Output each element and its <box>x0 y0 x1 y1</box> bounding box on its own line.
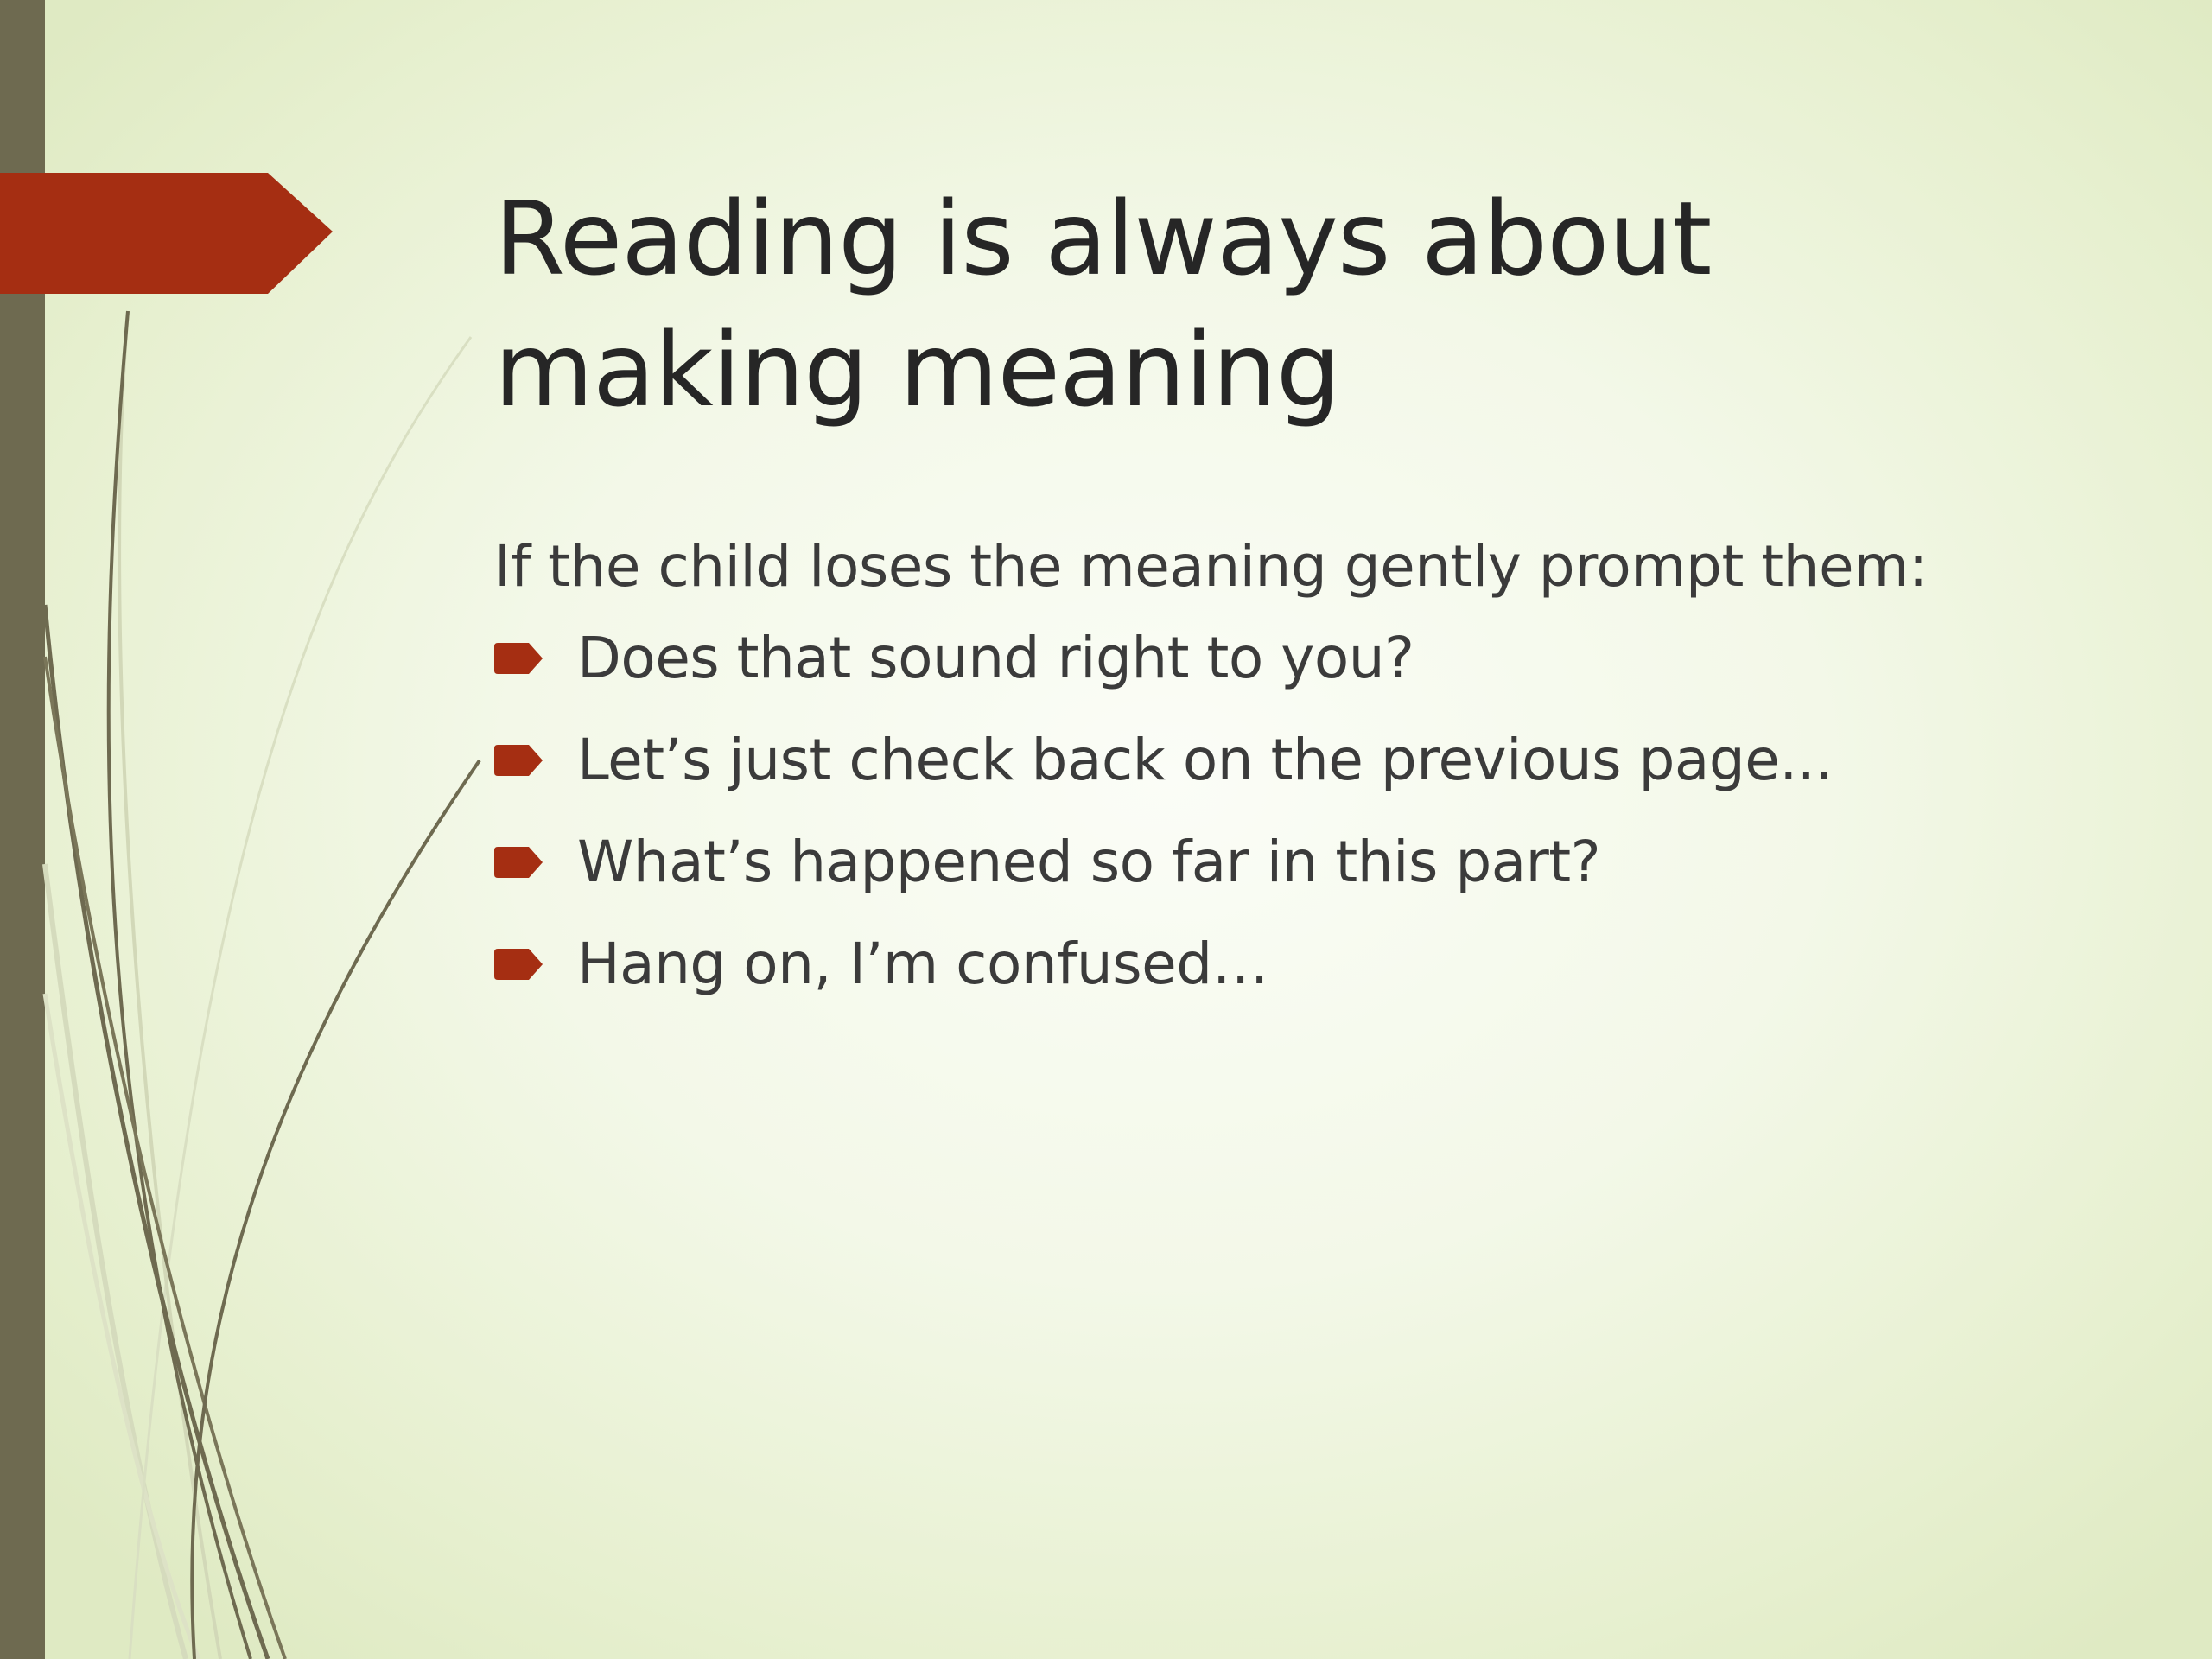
intro-text: If the child loses the meaning gently prompt them: <box>494 533 1928 600</box>
arrow-bullet-icon <box>494 847 543 878</box>
bullet-list <box>494 624 2136 999</box>
list-item-text: Hang on, I’m confused… <box>577 931 1269 997</box>
list-item-text: Does that sound right to you? <box>577 625 1414 691</box>
list-item <box>494 726 2136 795</box>
list-item-text: Let’s just check back on the previous page... <box>577 727 1833 793</box>
accent-pointer <box>0 173 333 294</box>
arrow-bullet-icon <box>494 949 543 980</box>
arrow-bullet-icon <box>494 745 543 776</box>
list-item <box>494 930 2136 999</box>
slide-body <box>494 518 2136 999</box>
list-item-text: What’s happened so far in this part? <box>577 829 1601 895</box>
list-item <box>494 828 2136 897</box>
arrow-bullet-icon <box>494 643 543 674</box>
list-item <box>494 624 2136 693</box>
slide-title: Reading is always about making meaning <box>494 179 1712 429</box>
